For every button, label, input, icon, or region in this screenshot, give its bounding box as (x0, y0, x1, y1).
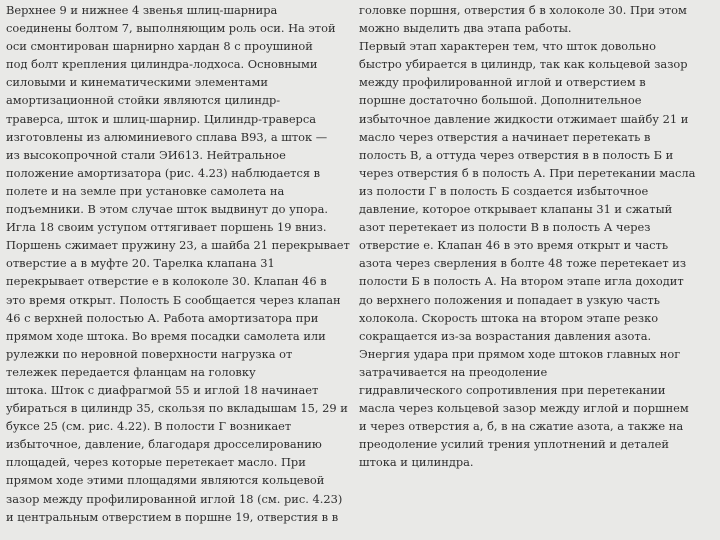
text-line: масло через отверстия а начинает перетекать в (359, 129, 651, 144)
text-line: изготовлены из алюминиевого сплава В93, а шток — (6, 129, 328, 144)
text-line: подъемники. В этом случае шток выдвинут до упора. (6, 202, 329, 217)
text-line: Поршень сжимает пружину 23, а шайба 21 перекрывает (6, 238, 350, 253)
text-line: тележек передается фланцам на головку (6, 364, 256, 379)
text-line: 46 с верхней полостью А. Работа амортизатора при (6, 310, 319, 325)
text-line: отверстие а в муфте 20. Тарелка клапана 31 (6, 256, 275, 271)
text-line: и центральным отверстием в поршне 19, отверстия в в (6, 509, 339, 524)
text-line: силовыми и кинематическими элементами (6, 75, 268, 90)
text-line: положение амортизатора (рис. 4.23) наблюдается в (6, 165, 321, 180)
text-line: Энергия удара при прямом ходе штоков главных ног (359, 346, 681, 361)
text-line: соединены болтом 7, выполняющим роль оси. На этой (6, 21, 336, 36)
text-line: масла через кольцевой зазор между иглой и поршнем (359, 401, 689, 416)
text-line: под болт крепления цилиндра-лодхоса. Основными (6, 57, 318, 72)
text-line: и через отверстия а, б, в на сжатие азота, а также на (359, 419, 684, 434)
text-line: сокращается из-за возрастания давления азота. (359, 328, 652, 343)
text-line: прямом ходе этими площадями являются кольцевой (6, 473, 325, 488)
text-line: рулежки по неровной поверхности нагрузка от (6, 346, 293, 361)
text-line: между профилированной иглой и отверстием в (359, 75, 646, 90)
text-line: гидравлического сопротивления при перетекании (359, 382, 666, 397)
text-line: зазор между профилированной иглой 18 (см. рис. 4.23) (6, 491, 343, 506)
text-line: амортизационной стойки являются цилиндр- (6, 93, 281, 108)
text-line: затрачивается на преодоление (359, 364, 548, 379)
text-line: до верхнего положения и попадает в узкую часть (359, 292, 660, 307)
text-line: быстро убирается в цилиндр, так как кольцевой зазор (359, 57, 688, 72)
text-line: головке поршня, отверстия б в холоколе 30. При этом (359, 3, 687, 17)
text-line: Первый этап характерен тем, что шток довольно (359, 39, 657, 54)
text-line: полете и на земле при установке самолета на (6, 183, 285, 198)
text-line: площадей, через которые перетекает масло. При (6, 455, 306, 470)
text-line: перекрывает отверстие е в колоколе 30. Клапан 46 в (6, 274, 327, 289)
text-line: траверса, шток и шлиц-шарнир. Цилиндр-траверса (6, 111, 317, 126)
text-line: буксе 25 (см. рис. 4.22). В полости Г возникает (6, 419, 292, 434)
left-text-column (6, 1, 364, 526)
text-line: из полости Г в полость Б создается избыточное (359, 183, 649, 198)
text-line: оси смонтирован шарнирно хардан 8 с проушиной (6, 39, 313, 54)
text-line: полость В, а оттуда через отверстия в в полость Б и (359, 147, 674, 162)
text-line: избыточное, давление, благодаря дросселированию (6, 437, 322, 452)
text-line: можно выделить два этапа работы. (359, 21, 572, 36)
text-line: азот перетекает из полости В в полость А через (359, 220, 651, 235)
text-line: поршне достаточно большой. Дополнительное (359, 93, 642, 108)
right-text-column (359, 1, 715, 471)
text-line: убираться в цилиндр 35, скользя по вкладышам 15, 29 и (6, 401, 348, 416)
text-line: азота через сверления в болте 48 тоже перетекает из (359, 256, 687, 271)
text-line: избыточное давление жидкости отжимает шайбу 21 и (359, 111, 689, 126)
text-line: Игла 18 своим уступом оттягивает поршень 19 вниз. (6, 220, 327, 235)
text-line: штока и цилиндра. (359, 455, 474, 470)
text-line: давление, которое открывает клапаны 31 и сжатый (359, 202, 673, 217)
text-line: штока. Шток с диафрагмой 55 и иглой 18 начинает (6, 382, 319, 397)
text-line: через отверстия б в полость А. При перетекании масла (359, 165, 696, 180)
text-line: Верхнее 9 и нижнее 4 звенья шлиц-шарнира (6, 3, 278, 17)
text-line: полости Б в полость А. На втором этапе игла доходит (359, 274, 684, 289)
text-line: холокола. Скорость штока на втором этапе резко (359, 310, 659, 325)
text-line: преодоление усилий трения уплотнений и деталей (359, 437, 669, 452)
text-line: это время открыт. Полость Б сообщается через клапан (6, 292, 341, 307)
text-line: из высокопрочной стали ЭИ613. Нейтральное (6, 147, 286, 162)
text-line: отверстие е. Клапан 46 в это время открыт и часть (359, 238, 669, 253)
text-line: прямом ходе штока. Во время посадки самолета или (6, 328, 326, 343)
